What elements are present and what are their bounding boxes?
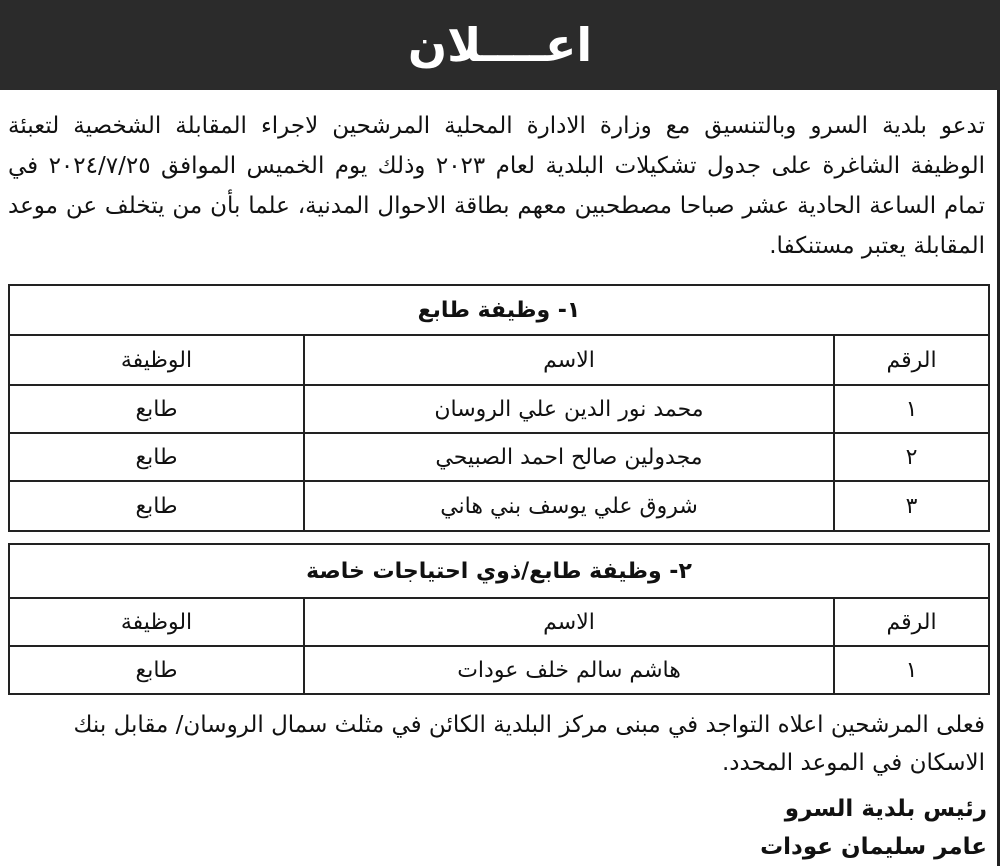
cell-name: شروق علي يوسف بني هاني [304,481,834,531]
cell-number: ٣ [834,481,989,531]
column-header-number: الرقم [834,335,989,385]
cell-job: طابع [9,433,304,481]
candidates-table-typist [8,284,990,532]
candidates-table-special-needs [8,543,990,695]
signature-name: عامر سليمان عودات [760,834,987,860]
column-header-job: الوظيفة [9,598,304,646]
signature-position: رئيس بلدية السرو [784,796,987,822]
table-row [9,433,989,481]
table-row [9,385,989,433]
column-header-job: الوظيفة [9,335,304,385]
cell-name: محمد نور الدين علي الروسان [304,385,834,433]
table-title-row [9,285,989,335]
announcement-title: اعــــلان [407,18,593,72]
signature-block [0,790,987,866]
cell-number: ١ [834,385,989,433]
cell-number: ٢ [834,433,989,481]
header-bar [0,0,1000,90]
footer-paragraph: فعلى المرشحين اعلاه التواجد في مبنى مركز البلدية الكائن في مثلث سمال الروسان/ مقابل بنك الاسكان في الموعد المحدد. [73,712,985,776]
cell-job: طابع [9,481,304,531]
cell-job: طابع [9,385,304,433]
column-header-number: الرقم [834,598,989,646]
intro-paragraph: تدعو بلدية السرو وبالتنسيق مع وزارة الادارة المحلية المرشحين لاجراء المقابلة الشخصية لتعبئة الوظيفة الشاغرة على جدول تشكيلات البلدية لعام ٢٠٢٣ وذلك يوم الخميس الموافق ٢٠٢٤/٧/٢٥ في تمام الساعة الحادية عشر صباحا مصطحبين معهم بطاقة الاحوال المدنية، علما بأن من يتخلف عن موعد المقابلة يعتبر مستنكفا. [8,113,985,259]
table-header-row [9,598,989,646]
cell-job: طابع [9,646,304,694]
table-title: ١- وظيفة طابع [9,285,989,335]
cell-number: ١ [834,646,989,694]
table-row [9,481,989,531]
table-title-row [9,544,989,598]
table-title: ٢- وظيفة طابع/ذوي احتياجات خاصة [9,544,989,598]
column-header-name: الاسم [304,335,834,385]
table-row [9,646,989,694]
column-header-name: الاسم [304,598,834,646]
cell-name: هاشم سالم خلف عودات [304,646,834,694]
table-header-row [9,335,989,385]
cell-name: مجدولين صالح احمد الصبيحي [304,433,834,481]
